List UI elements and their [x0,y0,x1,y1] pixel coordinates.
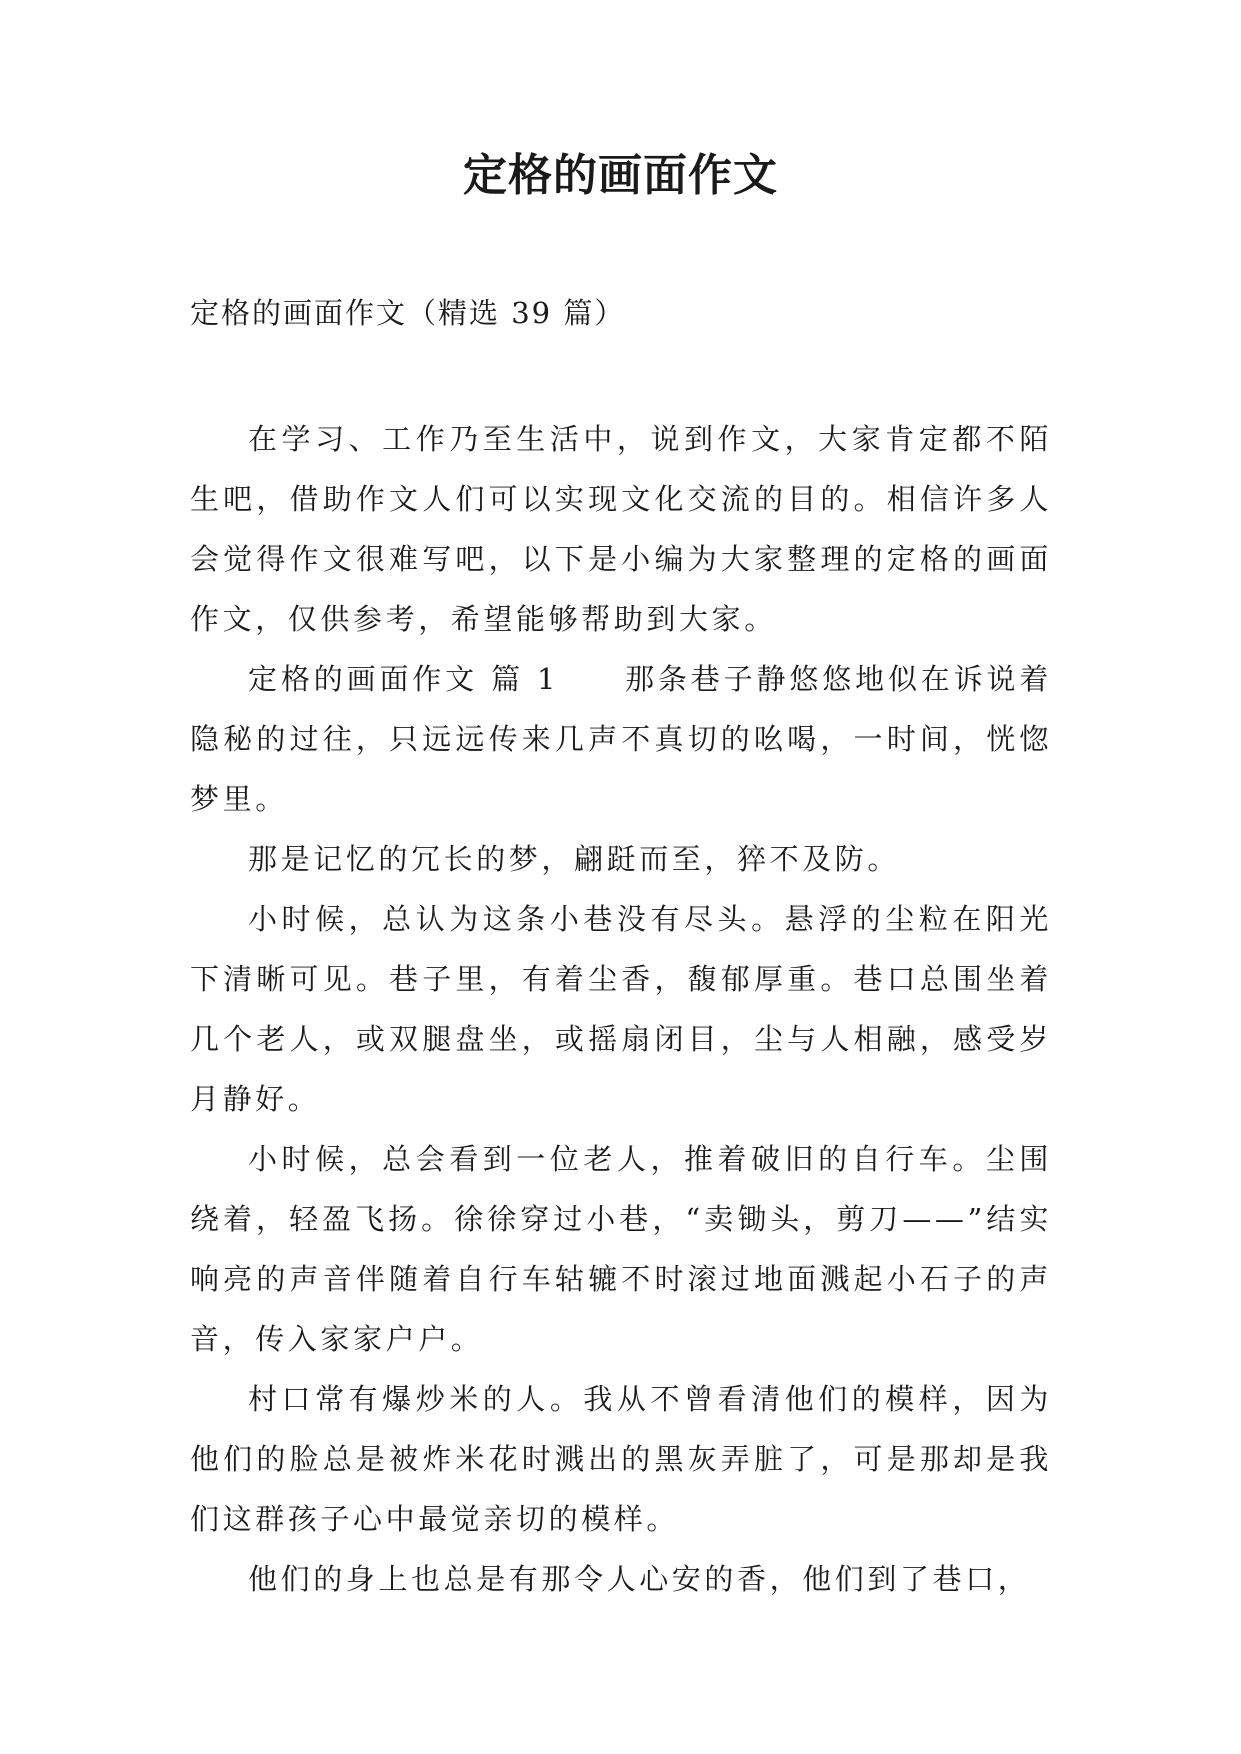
paragraph: 村口常有爆炒米的人。我从不曾看清他们的模样，因为他们的脸总是被炸米花时溅出的黑灰弄脏了，可是那却是我们这群孩子心中最觉亲切的模样。 [190,1382,1052,1536]
paragraph: 小时候，总认为这条小巷没有尽头。悬浮的尘粒在阳光下清晰可见。巷子里，有着尘香，馥郁厚重。巷口总围坐着几个老人，或双腿盘坐，或摇扇闭目，尘与人相融，感受岁月静好。 [190,902,1052,1116]
paragraph: 在学习、工作乃至生活中，说到作文，大家肯定都不陌生吧，借助作文人们可以实现文化交流的目的。相信许多人会觉得作文很难写吧，以下是小编为大家整理的定格的画面作文，仅供参考，希望能够帮助到大家。 [190,422,1052,636]
paragraph: 小时候，总会看到一位老人，推着破旧的自行车。尘围绕着，轻盈飞扬。徐徐穿过小巷，“卖锄头，剪刀——”结实响亮的声音伴随着自行车轱辘不时滚过地面溅起小石子的声音，传入家家户户。 [190,1142,1052,1356]
paragraph: 他们的身上也总是有那令人心安的香，他们到了巷口， [248,1562,1031,1596]
paragraph: 那是记忆的冗长的梦，翩跹而至，猝不及防。 [248,842,901,876]
paragraph: 定格的画面作文 篇 1 那条巷子静悠悠地似在诉说着隐秘的过往，只远远传来几声不真切的吆喝，一时间，恍惚梦里。 [190,662,1052,816]
document-title: 定格的画面作文 [463,150,778,201]
document-subtitle: 定格的画面作文（精选 39 篇） [190,296,626,330]
document-body [190,409,1052,1609]
